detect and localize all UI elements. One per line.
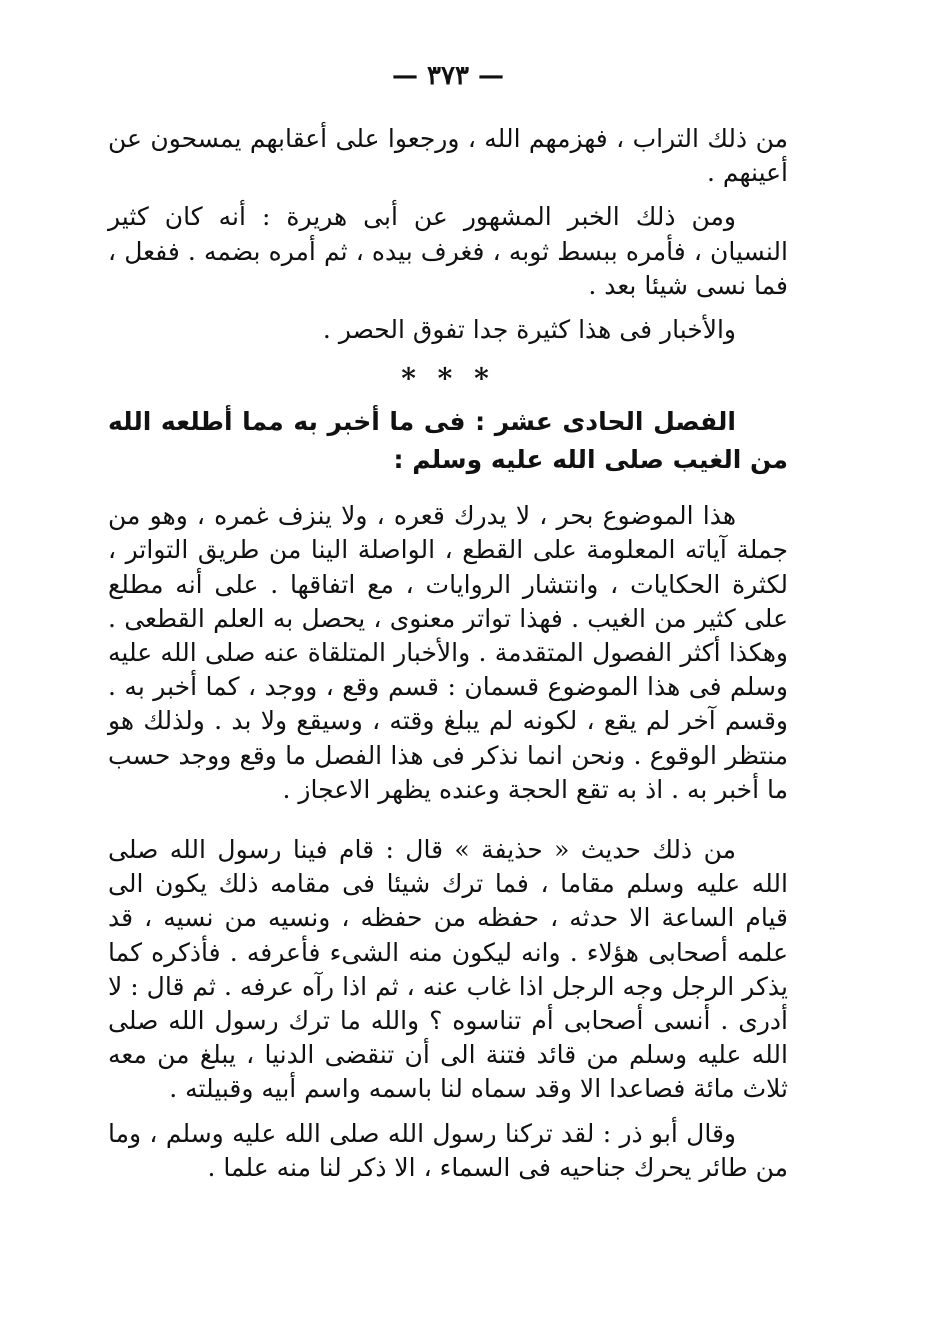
page-number: — ٣٧٣ —: [391, 61, 505, 91]
paragraph-1: من ذلك التراب ، فهزمهم الله ، ورجعوا على أعقابهم يمسحون عن أعينهم .: [108, 124, 788, 188]
section-paragraph-3: وقال أبو ذر : لقد تركنا رسول الله صلى الله عليه وسلم ، وما من طائر يحرك جناحيه فى السماء ، الا ذكر لنا منه علما .: [108, 1118, 788, 1182]
section-paragraph-1: هذا الموضوع بحر ، لا يدرك قعره ، ولا ينزف غمره ، وهو من جملة آياته المعلومة على القطع ، الواصلة الينا من طريق التواتر ، لكثرة الحكايات ، وانتشار الروايات ، مع اتفاقها . على أنه مطلع على كثير من الغيب . فهذا تواتر معنوى ، يحصل به العلم القطعى . وهكذا أكثر الفصول المتقدمة . والأخبار المتلقاة عنه صلى الله عليه وسلم فى هذا الموضوع قسمان : قسم وقع ، ووجد ، كما أخبر به . وقسم آخر لم يقع ، لكونه لم يبلغ وقته ، وسيقع ولا بد . ولذلك هو منتظر الوقوع . ونحن انما نذكر فى هذا الفصل ما وقع ووجد حسب ما أخبر به . اذ به تقع الحجة وعنده يظهر الاعجاز .: [108, 501, 788, 804]
book-page: [108, 56, 788, 1306]
section-paragraph-2: من ذلك حديث « حذيفة » قال : قام فينا رسول الله صلى الله عليه وسلم مقاما ، فما ترك شيئا فى مقامه ذلك يكون الى قيام الساعة الا حدثه ، حفظه من حفظه ، ونسيه من نسيه ، قد علمه أصحابى هؤلاء . وانه ليكون منه الشىء فأعرفه . فأذكره كما يذكر الرجل وجه الرجل اذا غاب عنه ، ثم اذا رآه عرفه . ثم قال : لا أدرى . أنسى أصحابى أم تناسوه ؟ والله ما ترك رسول الله صلى الله عليه وسلم من قائد فتنة الى أن تنقضى الدنيا ، يبلغ من معه ثلاث مائة فصاعدا الا وقد سماه لنا باسمه واسم أبيه وقبيلته .: [108, 835, 788, 1104]
paragraph-3: والأخبار فى هذا كثيرة جدا تفوق الحصر .: [322, 315, 736, 345]
paragraph-2: ومن ذلك الخبر المشهور عن أبى هريرة : أنه كان كثير النسيان ، فأمره ببسط ثوبه ، فغرف بيده ، ثم أمره بضمه . ففعل ، فما نسى شيئا بعد .: [108, 202, 788, 300]
chapter-heading: الفصل الحادى عشر : فى ما أخبر به مما أطلعه الله من الغيب صلى الله عليه وسلم :: [108, 407, 788, 475]
section-separator: * * *: [401, 362, 495, 396]
